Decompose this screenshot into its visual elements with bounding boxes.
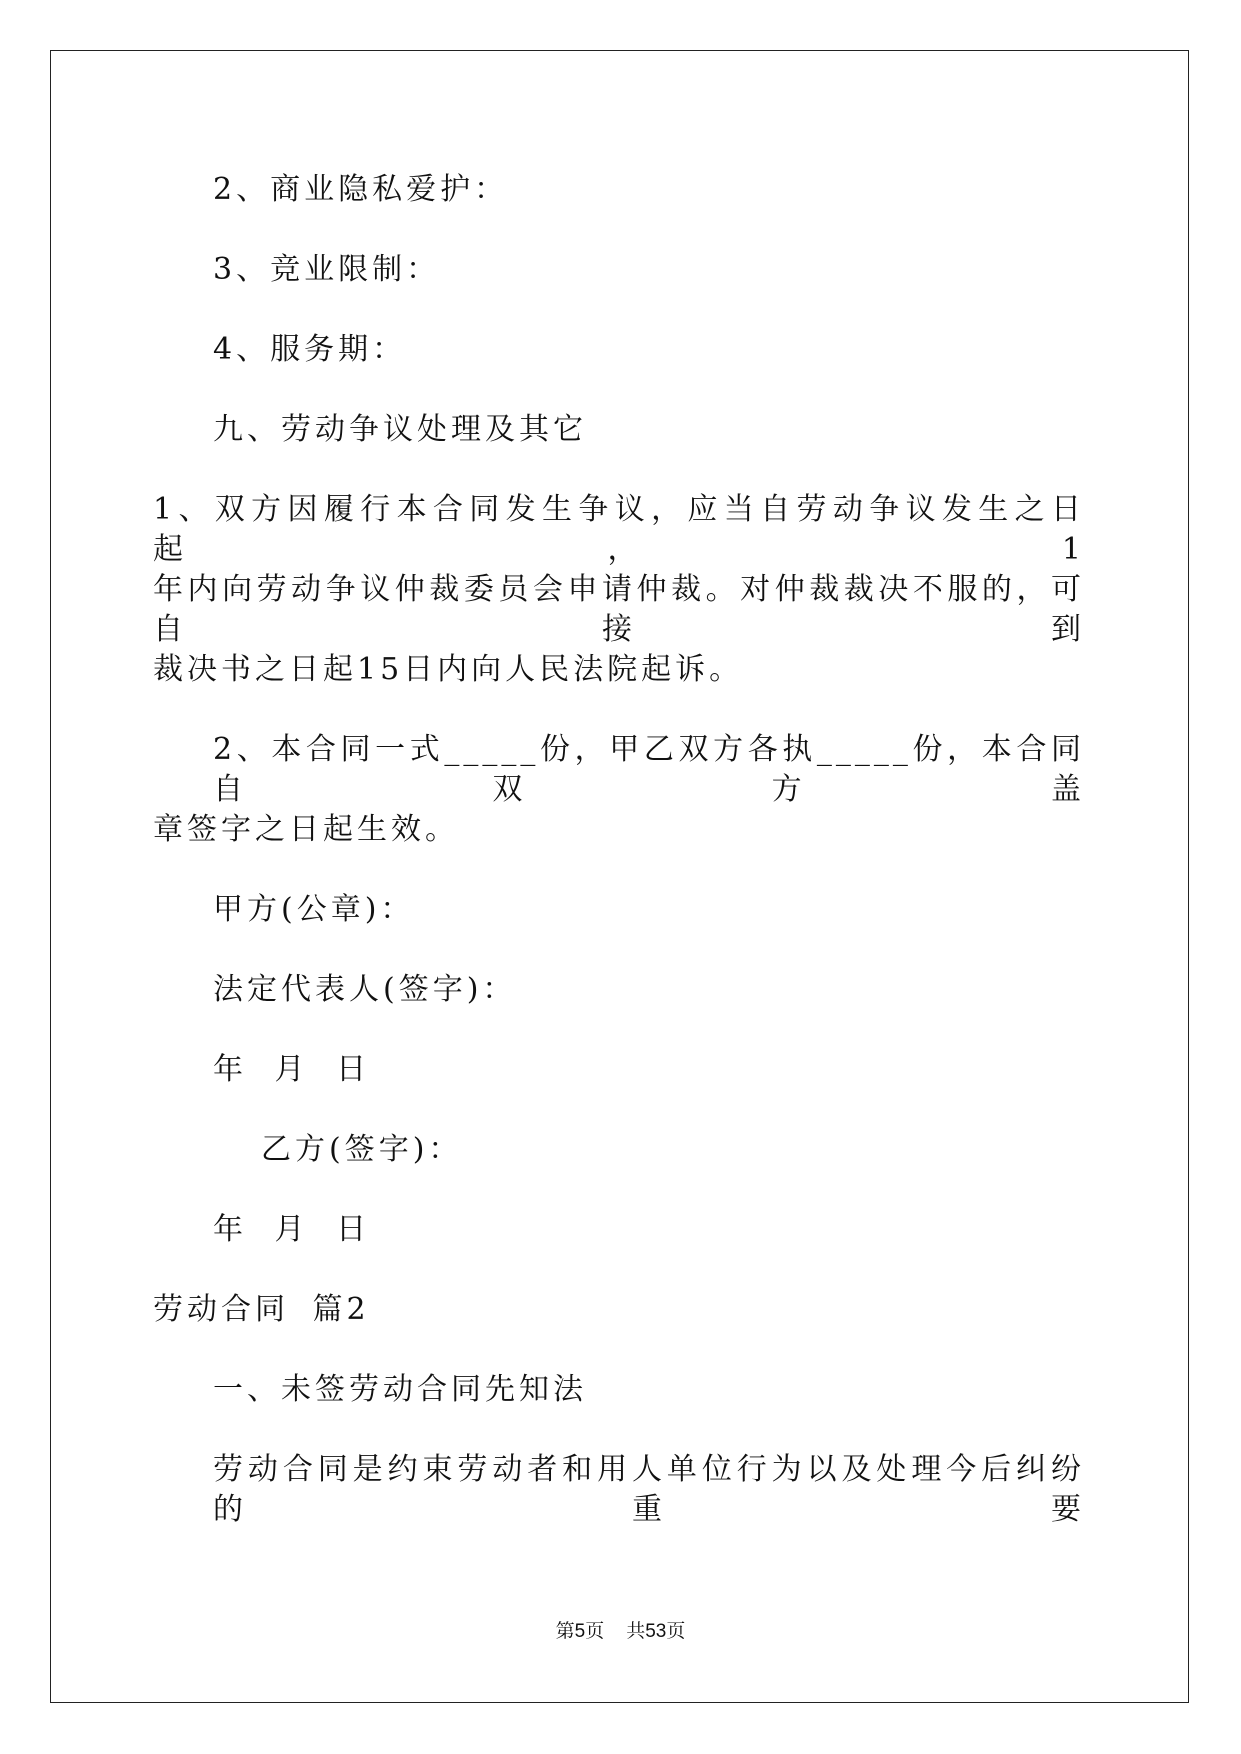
footer-page-suffix: 页	[585, 1621, 605, 1642]
clause-2-trade-secret: 2、商业隐私爱护：	[213, 172, 509, 207]
party-b-signature: 乙方(签字)：	[261, 1132, 463, 1167]
footer-total-suffix: 页	[666, 1621, 686, 1642]
dispute-paragraph-line-3: 裁决书之日起15日内向人民法院起诉。	[153, 652, 744, 687]
section-9-heading: 九、劳动争议处理及其它	[213, 412, 587, 447]
clause-3-non-compete: 3、竞业限制：	[213, 252, 441, 287]
footer-page-number: 5	[574, 1621, 586, 1642]
footer-total-pages: 53	[645, 1621, 667, 1642]
party-a-seal: 甲方(公章)：	[213, 892, 415, 927]
footer-prefix: 第	[555, 1621, 575, 1642]
contract-2-title: 劳动合同 篇2	[153, 1292, 370, 1327]
party-b-date: 年 月 日	[213, 1212, 371, 1247]
copies-paragraph-line-1: 2、本合同一式_____份，甲乙双方各执_____份，本合同自双方盖	[213, 732, 1085, 807]
dispute-paragraph-line-1: 1、双方因履行本合同发生争议，应当自劳动争议发生之日起，1	[153, 492, 1085, 567]
clause-4-service-period: 4、服务期：	[213, 332, 407, 367]
copies-paragraph-line-2: 章签字之日起生效。	[153, 812, 459, 847]
section-1-heading: 一、未签劳动合同先知法	[213, 1372, 587, 1407]
party-a-date: 年 月 日	[213, 1052, 371, 1087]
page-footer	[0, 1620, 1241, 1644]
legal-representative-signature: 法定代表人(签字)：	[213, 972, 517, 1007]
contract-intro-paragraph: 劳动合同是约束劳动者和用人单位行为以及处理今后纠纷的重要	[213, 1452, 1085, 1527]
dispute-paragraph-line-2: 年内向劳动争议仲裁委员会申请仲裁。对仲裁裁决不服的，可自接到	[153, 572, 1085, 647]
footer-total-prefix: 共	[626, 1621, 646, 1642]
